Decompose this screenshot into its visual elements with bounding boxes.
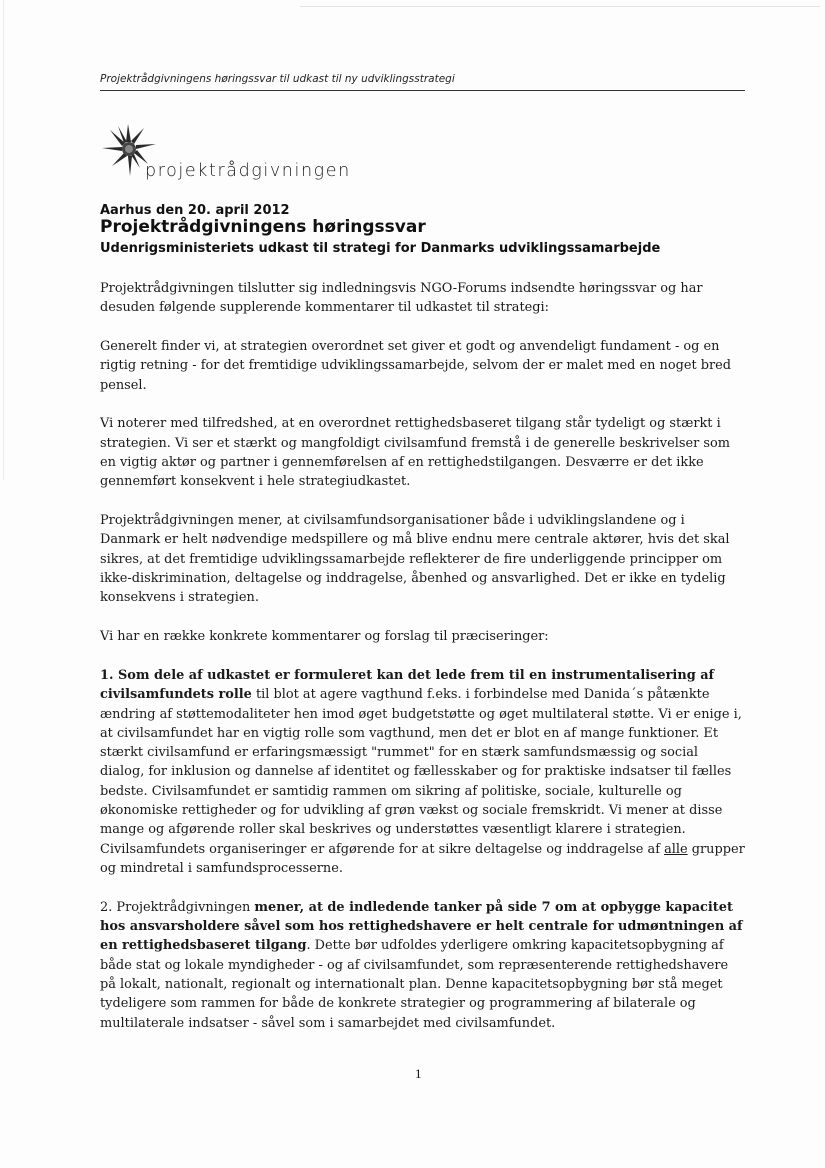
- header-rule: [100, 90, 745, 91]
- scan-edge-line: [300, 6, 820, 7]
- comment-2-start: 2. Projektrådgivningen: [100, 899, 255, 915]
- document-body: [100, 279, 745, 1052]
- comment-1-underlined: alle: [664, 841, 688, 857]
- logo-wordmark: projektrådgivningen: [145, 161, 351, 181]
- document-title: Projektrådgivningens høringssvar: [100, 217, 426, 237]
- paragraph-comment-1: [100, 666, 745, 878]
- paragraph: Vi noterer med tilfredshed, at en overordnet rettighedsbaseret tilgang står tydeligt og stærkt i strategien. Vi ser et stærkt og mangfoldigt civilsamfund fremstå i de generelle beskrivelser som en vigtig aktør og partner i gennemførelsen af en rettighedstilgangen. Desværre er det ikke gennemført konsekvent i hele strategiudkastet.: [100, 416, 730, 490]
- comment-2-text: . Dette bør udfoldes yderligere omkring kapacitetsopbygning af både stat og lokale myndigheder - og af civilsamfundet, som repræsenterende rettighedshavere på lokalt, nationalt, regionalt og internationalt plan. Denne kapacitetsopbygning bør stå meget tydeligere som rammen for både de konkrete strategier og programmering af bilaterale og multilaterale indsatser - såvel som i samarbejdet med civilsamfundet.: [100, 938, 729, 1031]
- comment-1-end: grupper og mindretal i samfundsprocesserne.: [100, 841, 745, 876]
- paragraph: Generelt finder vi, at strategien overordnet set giver et godt og anvendeligt fundament - og en rigtig retning - for det fremtidige udviklingssamarbejde, selvom der er malet med en noget bred pensel.: [100, 339, 732, 393]
- running-header: Projektrådgivningens høringssvar til udkast til ny udviklingsstrategi: [100, 73, 455, 85]
- document-subtitle: Udenrigsministeriets udkast til strategi for Danmarks udviklingssamarbejde: [100, 241, 661, 256]
- paragraph: Vi har en række konkrete kommentarer og forslag til præciseringer:: [100, 629, 549, 645]
- comment-2-lead: mener, at de indledende tanker på side 7 om at opbygge kapacitet hos ansvarsholdere såvel som hos rettighedshavere er helt centrale for udmøntningen af en rettighedsbaseret tilgang: [100, 899, 743, 954]
- paragraph: Projektrådgivningen tilslutter sig indledningsvis NGO-Forums indsendte høringssvar og har desuden følgende supplerende kommentarer til udkastet til strategi:: [100, 281, 703, 316]
- paragraph: Projektrådgivningen mener, at civilsamfundsorganisationer både i udviklingslandene og i Danmark er helt nødvendige medspillere og må blive endnu mere centrale aktører, hvis det skal sikres, at det fremtidige udviklingssamarbejde reflekterer de fire underliggende principper om ikke-diskrimination, deltagelse og inddragelse, åbenhed og ansvarlighed. Det er ikke en tydelig konsekvens i strategien.: [100, 513, 730, 606]
- page-number: 1: [415, 1066, 422, 1081]
- comment-1-text: til blot at agere vagthund f.eks. i forbindelse med Danida´s påtænkte ændring af støttemodaliteter hen imod øget budgetstøtte og øget multilateral støtte. Vi er enige i, at civilsamfundet har en vigtig rolle som vagthund, men det er blot en af mange funktioner. Et stærkt civilsamfund er erfaringsmæssigt "rummet" for en stærk samfundsmæssig og social dialog, for inklusion og dannelse af identitet og fællesskaber og for praktiske indsatser til fælles bedste. Civilsamfundet er samtidig rammen om sikring af politiske, sociale, kulturelle og økonomiske rettigheder og for udvikling af grøn vækst og sociale fremskridt. Vi mener at disse mange og afgørende roller skal beskrives og understøttes væsentligt klarere i strategien. Civilsamfundets organiseringer er afgørende for at sikre deltagelse og inddragelse af: [100, 687, 742, 857]
- paragraph-comment-2: [100, 898, 745, 1033]
- document-date: Aarhus den 20. april 2012: [100, 203, 290, 218]
- scan-edge-line: [3, 0, 4, 480]
- comment-1-lead: 1. Som dele af udkastet er formuleret kan det lede frem til en instrumentalisering af civilsamfundets rolle: [100, 667, 715, 703]
